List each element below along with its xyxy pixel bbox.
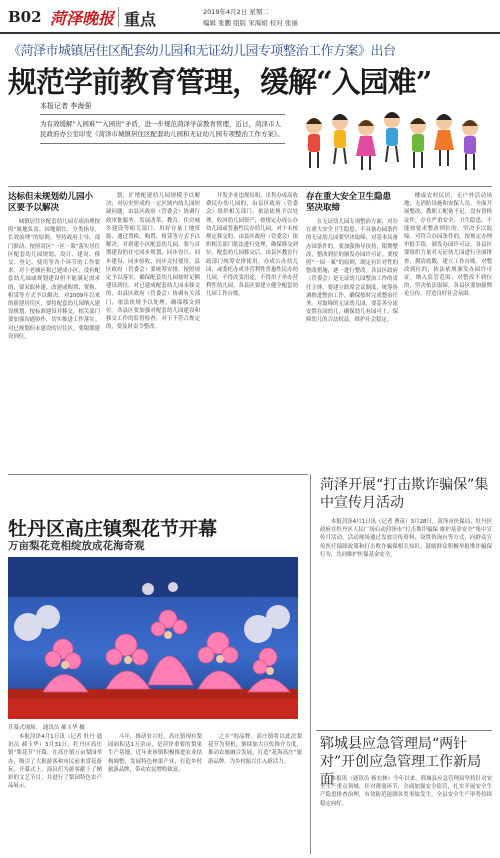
photo-caption: 开幕式现场。 通讯员 郝玉华 摄 [8,725,85,731]
story4-body: 本报讯（通讯员 杨宏林）今年以来，郓城县应急管理局坚持针对安全生产重点领域、针对薄弱环节，全面加强安全监管，扎实开展安全生产隐患排查治理，有效防范遏制各类事故发生，全县安全生产形势持续稳定向好。 [320,776,492,807]
column-divider [310,474,311,854]
editor-credits: 编辑 张鹏 组版 宋海娟 校对 张丽 [203,19,298,27]
story1-col1-text: 城镇居住区配套幼儿园专项治理按照“属地负责、因地制宜、分类指导、长效治理”的原则，坚持政府主导、部门联动，按照菏区“一区一策”落实居住区配套幼儿园规划、设计、建设、移交、登记、使用等各个环节的工作要求。对于老城区和已建成小区，没有配套幼儿园或规划建设但不能满足需求的，要采取补建、改建或购置、置换、租赁等方式予以解决。对2009年以来的新建居住区，要将配套幼儿园纳入建设规划，按标准建设并移交。相关部门要加强沟通协作，切实推进工作落实。对已规划但未建设的居住区，要限期建设到位。 [8,219,100,340]
story2-headline: 牡丹区高庄镇梨花节开幕 [8,518,218,540]
pear-festival-photo [8,557,298,719]
story2-column-3: 之乡”的品牌。高庄镇将以此次梨花节为契机，继续加大宣传推介力度，推动农旅融合发展，打造“花海高庄”旅游品牌，为乡村振兴注入新活力。 [208,734,302,765]
section-rule [8,186,492,187]
story1-subhead-2: 存在重大安全卫生隐患坚决取缔 [306,192,392,213]
story2-subheadline: 万亩梨花竞相绽放成花海奇观 [8,540,145,552]
header-divider [118,7,119,27]
story-divider [8,474,308,475]
story1-column-1 [8,192,100,472]
story1-column-3: 开发企业违规出租、出售办成高收费民办幼儿园的，由县区政府（管委会）组织相关部门，依法依规予以处理，收回幼儿园资产，按规定办成公办幼儿园或普惠性民办幼儿园。对于未按规定移交的，由县区政府（管委会）组织相关部门依法进行处理，确保移交到位。配套幼儿园移交后，由县区教育行政部门统筹安排使用，办成公办幼儿园，或委托办成非营利性普惠性民办幼儿园，不得改变用途，不得用于举办营利性幼儿园。各县区要建立健全配套幼儿园工作台账。 [206,193,298,298]
story1-kicker: 《菏泽市城镇居住区配套幼儿园和无证幼儿园专项整治工作方案》出台 [8,44,396,59]
story4-headline: 郓城县应急管理局“两针对”开创应急管理工作新局面 [320,736,482,788]
story3-headline: 菏泽开展“打击欺诈骗保”集中宣传月活动 [320,477,489,511]
page-header [0,0,500,34]
story1-headline: 规范学前教育管理，缓解“入园难” [8,65,432,99]
story-divider-right [316,730,492,731]
story1-column-2: 划，扩增配建幼儿园规模予以解决；对历史形成的一定区域内幼儿园短缺问题，由县区政府（管委会）协调行政审批服务、发展改革、教育、住房城乡建设等相关部门，用好存量土地资源，通过置换、购置、租赁等方式予以解决。对新建小区配套幼儿园，要与首期建设的住宅同步规划、同步设计、同步建设、同步验收、同步交付使用。县区政府（管委会）要统筹安排，按照规定予以落实，确保配套幼儿园按时足额建设到位。对已建成配套幼儿园未移交的，由县区政府（管委会）协调有关部门，依法依规予以处理，确保移交到位。各县区要加强对配套幼儿园建设和移交工作的监督检查，对于不符合规定的，要及时责令整改。 [106,193,200,331]
header-rule [0,32,500,34]
story1-col4-text: 在无证幼儿园专项整治方面，对存在重大安全卫生隐患、不具备办园条件的无证幼儿园要坚决取缔；对基本具备办园条件的，要加强指导扶持，限期整改，整改到位的颁发办园许可证。要按照“一园一案”的原则，制定有针对性的整改措施，逐一进行整改。各县区政府（管委会）是无证幼儿园整治工作的责任主体，要建立联席会议制度，统筹协调推进整治工作，确保按时完成整治任务。对取缔的无证幼儿园，要妥善分流安置在园幼儿，确保幼儿有园可上，保障幼儿的合法权益，维护社会稳定。 [306,219,398,324]
page-number: B02 [8,8,42,26]
story1-lead: 为有效缓解“入园难”“入园贵”矛盾，进一步规范菏泽学前教育管理，近日，菏泽市人民政府办公室印发《菏泽市城镇居住区配套幼儿园和无证幼儿园专项整治工作方案》。 [40,114,285,144]
issue-date: 2019年4月2日 星期二 [203,8,269,16]
story2-column-2: 斗年，推动业兴旺。高庄镇现有梨园面积达1万余亩，是菏泽重要的梨果生产基地，近年来该镇积极推进农业结构调整，发展特色林果产业，打造乡村旅游品牌，带动农民增收致富。 [108,734,202,773]
story3-body: 本报菏泽4月1日讯（记者 曹苗）3月28日，菏泽市医保局、牡丹区政府在牡丹区人民广场启动菏泽市“打击欺诈骗保 维护基金安全”集中宣传月活动。活动现场通过发放宣传资料、设置咨询台等方式，向群众宣传医疗保障政策和打击欺诈骗保相关知识，鼓励群众积极举报欺诈骗保行为，共同维护医保基金安全。 [320,519,492,558]
story2-column-1: 本报菏泽4月1日讯（记者 牡丹 通讯员 郝玉华）3月31日，牡丹区高庄镇“梨花节”开幕，在高庄镇万亩梨园举办，吸引了大批游客和市民前来赏花游玩。开幕式上，演员们为游客献上了精彩的文艺节目，并进行了梨园特色农产品展示。 [8,734,102,790]
children-illustration [300,106,492,178]
section-title: 重点 [124,10,157,29]
story1-column-4 [306,192,398,472]
newspaper-logo: 菏泽晚报 [50,9,115,28]
story1-subhead-1: 达标但未规划幼儿园小区要予以解决 [8,192,94,213]
story1-column-5: 楼或农村民居，无户外活动场地；无消防设施和安保人员。全面开展整改，教职工配备不足，没有资格证件，存在严重安全、卫生隐患。不能按要求整改到位的，坚决予以取缔。对符合办园条件的，按规定办理审批手续，颁发办园许可证。各县区要组织力量对无证幼儿园进行全面排查，摸清底数，建立工作台账。对整改到位的，依法依规颁发办园许可证，纳入监管范围；对整改不到位的，坚决依法取缔。各县区要加强舆论宣传，营造良好社会氛围。 [404,193,492,298]
story1-byline: 本报记者 李海强 [40,102,92,110]
